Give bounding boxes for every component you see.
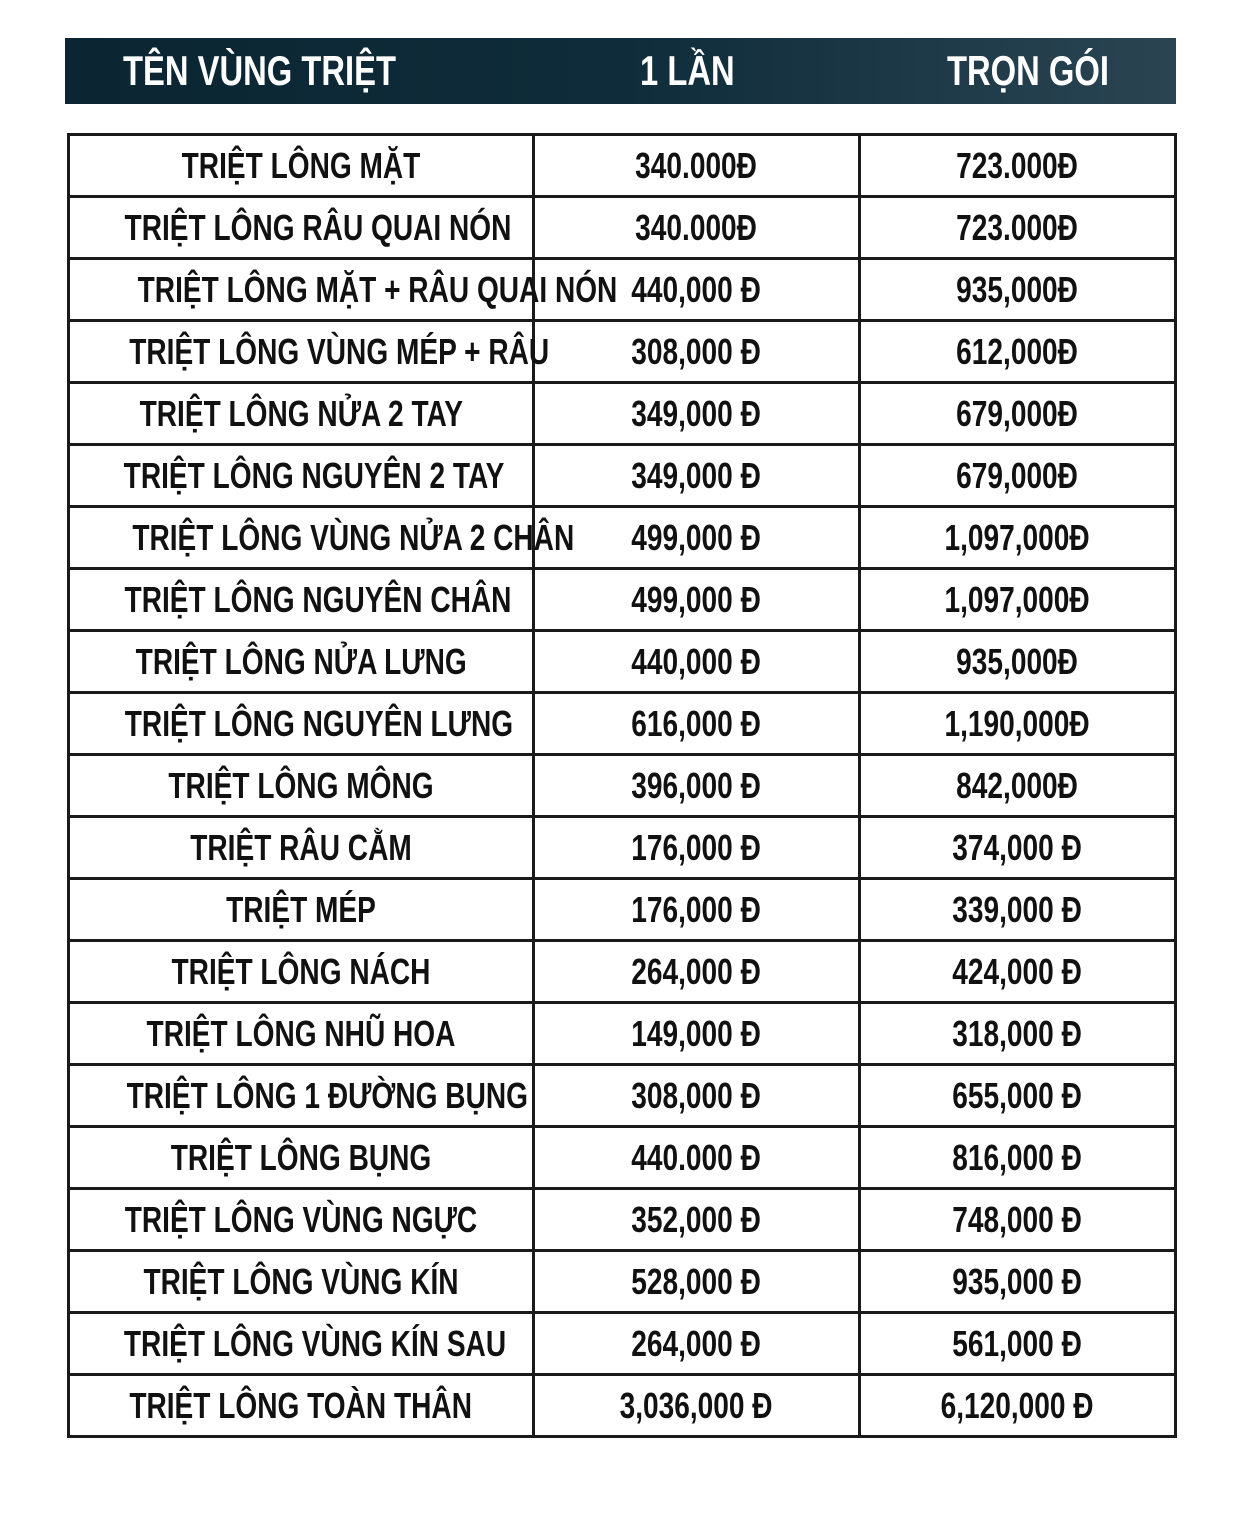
- package-price-cell: [860, 1313, 1176, 1375]
- table-row: [69, 321, 1176, 383]
- area-name-cell-text: TRIỆT LÔNG VÙNG KÍN SAU: [123, 1322, 507, 1364]
- single-price-cell-text: 149,000 Đ: [631, 1012, 762, 1054]
- area-name-cell-text: TRIỆT LÔNG RÂU QUAI NÓN: [124, 206, 512, 248]
- package-price-cell-text: 1,190,000Đ: [944, 702, 1091, 744]
- package-price-cell: [860, 507, 1176, 569]
- single-price-cell-text: 308,000 Đ: [631, 330, 762, 372]
- package-price-cell: [860, 817, 1176, 879]
- single-price-cell-text: 176,000 Đ: [631, 888, 762, 930]
- header-package: TRỌN GÓI: [947, 47, 1109, 94]
- area-name-cell: [69, 383, 534, 445]
- single-price-cell: [534, 569, 860, 631]
- price-table-body: [69, 135, 1176, 1437]
- area-name-cell: [69, 755, 534, 817]
- area-name-cell-text: TRIỆT LÔNG NỬA 2 TAY: [139, 392, 463, 434]
- area-name-cell: [69, 197, 534, 259]
- single-price-cell-text: 349,000 Đ: [631, 454, 762, 496]
- single-price-cell: [534, 817, 860, 879]
- package-price-cell: [860, 197, 1176, 259]
- area-name-cell: [69, 569, 534, 631]
- single-price-cell: [534, 135, 860, 197]
- package-price-cell-text: 1,097,000Đ: [944, 578, 1091, 620]
- single-price-cell: [534, 321, 860, 383]
- area-name-cell: [69, 1313, 534, 1375]
- single-price-cell-text: 528,000 Đ: [631, 1260, 762, 1302]
- package-price-cell: [860, 941, 1176, 1003]
- table-row: [69, 445, 1176, 507]
- single-price-cell: [534, 879, 860, 941]
- package-price-cell-text: 374,000 Đ: [952, 826, 1083, 868]
- area-name-cell: [69, 445, 534, 507]
- table-row: [69, 693, 1176, 755]
- area-name-cell: [69, 941, 534, 1003]
- package-price-cell: [860, 135, 1176, 197]
- package-price-cell-text: 723.000Đ: [956, 144, 1079, 186]
- single-price-cell-text: 499,000 Đ: [631, 516, 762, 558]
- single-price-cell-text: 352,000 Đ: [631, 1198, 762, 1240]
- single-price-cell: [534, 631, 860, 693]
- area-name-cell-text: TRIỆT LÔNG MẶT: [181, 144, 421, 186]
- area-name-cell-text: TRIỆT LÔNG NỬA LƯNG: [135, 640, 467, 682]
- single-price-cell: [534, 507, 860, 569]
- single-price-cell: [534, 1313, 860, 1375]
- single-price-cell-text: 264,000 Đ: [631, 1322, 762, 1364]
- single-price-cell: [534, 1127, 860, 1189]
- area-name-cell-text: TRIỆT LÔNG VÙNG MÉP + RÂU: [129, 330, 550, 372]
- package-price-cell-text: 612,000Đ: [956, 330, 1079, 372]
- area-name-cell: [69, 1127, 534, 1189]
- table-row: [69, 631, 1176, 693]
- package-price-cell-text: 339,000 Đ: [952, 888, 1083, 930]
- single-price-cell-text: 440.000 Đ: [631, 1136, 762, 1178]
- area-name-cell: [69, 817, 534, 879]
- single-price-cell-text: 440,000 Đ: [631, 268, 762, 310]
- single-price-cell-text: 616,000 Đ: [631, 702, 762, 744]
- package-price-cell-text: 935,000Đ: [956, 640, 1079, 682]
- area-name-cell-text: TRIỆT LÔNG VÙNG NỬA 2 CHÂN: [132, 516, 575, 558]
- table-row: [69, 755, 1176, 817]
- area-name-cell: [69, 1065, 534, 1127]
- package-price-cell-text: 424,000 Đ: [952, 950, 1083, 992]
- area-name-cell-text: TRIỆT LÔNG MẶT + RÂU QUAI NÓN: [137, 268, 618, 310]
- package-price-cell: [860, 445, 1176, 507]
- package-price-cell: [860, 1189, 1176, 1251]
- single-price-cell: [534, 1003, 860, 1065]
- single-price-cell: [534, 383, 860, 445]
- area-name-cell-text: TRIỆT RÂU CẰM: [190, 826, 412, 868]
- package-price-cell: [860, 1003, 1176, 1065]
- single-price-cell-text: 340.000Đ: [635, 144, 758, 186]
- package-price-cell-text: 679,000Đ: [956, 454, 1079, 496]
- table-row: [69, 1313, 1176, 1375]
- area-name-cell: [69, 1189, 534, 1251]
- package-price-cell: [860, 755, 1176, 817]
- single-price-cell-text: 499,000 Đ: [631, 578, 762, 620]
- table-row: [69, 507, 1176, 569]
- package-price-cell: [860, 1251, 1176, 1313]
- table-row: [69, 197, 1176, 259]
- package-price-cell-text: 1,097,000Đ: [944, 516, 1091, 558]
- table-row: [69, 135, 1176, 197]
- area-name-cell: [69, 1375, 534, 1437]
- package-price-cell: [860, 693, 1176, 755]
- area-name-cell: [69, 631, 534, 693]
- table-row: [69, 1127, 1176, 1189]
- header-once: 1 LẦN: [640, 47, 735, 94]
- package-price-cell-text: 655,000 Đ: [952, 1074, 1083, 1116]
- area-name-cell-text: TRIỆT LÔNG NGUYÊN CHÂN: [124, 578, 512, 620]
- package-price-cell: [860, 321, 1176, 383]
- package-price-cell-text: 679,000Đ: [956, 392, 1079, 434]
- area-name-cell-text: TRIỆT LÔNG 1 ĐƯỜNG BỤNG: [126, 1074, 528, 1116]
- table-row: [69, 1065, 1176, 1127]
- area-name-cell: [69, 135, 534, 197]
- table-row: [69, 879, 1176, 941]
- table-row: [69, 383, 1176, 445]
- area-name-cell: [69, 879, 534, 941]
- area-name-cell-text: TRIỆT MÉP: [226, 888, 376, 930]
- table-row: [69, 1003, 1176, 1065]
- area-name-cell-text: TRIỆT LÔNG BỤNG: [170, 1136, 432, 1178]
- single-price-cell-text: 264,000 Đ: [631, 950, 762, 992]
- table-row: [69, 1251, 1176, 1313]
- package-price-cell: [860, 631, 1176, 693]
- table-header: [65, 38, 1176, 104]
- package-price-cell: [860, 383, 1176, 445]
- area-name-cell: [69, 693, 534, 755]
- single-price-cell: [534, 941, 860, 1003]
- table-row: [69, 1189, 1176, 1251]
- single-price-cell-text: 396,000 Đ: [631, 764, 762, 806]
- single-price-cell: [534, 1189, 860, 1251]
- area-name-cell-text: TRIỆT LÔNG NGUYÊN 2 TAY: [123, 454, 505, 496]
- area-name-cell: [69, 321, 550, 383]
- single-price-cell-text: 308,000 Đ: [631, 1074, 762, 1116]
- package-price-cell: [860, 879, 1176, 941]
- area-name-cell-text: TRIỆT LÔNG NÁCH: [171, 950, 431, 992]
- package-price-cell-text: 561,000 Đ: [952, 1322, 1083, 1364]
- table-row: [69, 259, 1176, 321]
- single-price-cell: [534, 693, 860, 755]
- area-name-cell-text: TRIỆT LÔNG VÙNG KÍN: [143, 1260, 459, 1302]
- single-price-cell-text: 3,036,000 Đ: [619, 1384, 774, 1426]
- package-price-cell: [860, 259, 1176, 321]
- area-name-cell: [69, 1003, 534, 1065]
- package-price-cell: [860, 569, 1176, 631]
- package-price-cell-text: 748,000 Đ: [952, 1198, 1083, 1240]
- single-price-cell: [534, 1251, 860, 1313]
- package-price-cell: [860, 1065, 1176, 1127]
- package-price-cell-text: 6,120,000 Đ: [940, 1384, 1095, 1426]
- single-price-cell: [534, 1375, 860, 1437]
- area-name-cell-text: TRIỆT LÔNG NHŨ HOA: [146, 1012, 456, 1054]
- single-price-cell: [534, 197, 860, 259]
- single-price-cell: [534, 445, 860, 507]
- area-name-cell: [69, 259, 618, 321]
- package-price-cell-text: 935,000Đ: [956, 268, 1079, 310]
- area-name-cell-text: TRIỆT LÔNG NGUYÊN LƯNG: [124, 702, 514, 744]
- table-row: [69, 569, 1176, 631]
- area-name-cell-text: TRIỆT LÔNG TOÀN THÂN: [129, 1384, 473, 1426]
- area-name-cell-text: TRIỆT LÔNG MÔNG: [168, 764, 434, 806]
- single-price-cell-text: 340.000Đ: [635, 206, 758, 248]
- area-name-cell-text: TRIỆT LÔNG VÙNG NGỰC: [124, 1198, 478, 1240]
- area-name-cell: [69, 1251, 534, 1313]
- price-table: [67, 133, 1177, 1438]
- table-row: [69, 817, 1176, 879]
- single-price-cell-text: 176,000 Đ: [631, 826, 762, 868]
- single-price-cell: [534, 1065, 860, 1127]
- single-price-cell: [534, 755, 860, 817]
- package-price-cell: [860, 1375, 1176, 1437]
- table-row: [69, 941, 1176, 1003]
- package-price-cell-text: 935,000 Đ: [952, 1260, 1083, 1302]
- package-price-cell: [860, 1127, 1176, 1189]
- table-row: [69, 1375, 1176, 1437]
- package-price-cell-text: 816,000 Đ: [952, 1136, 1083, 1178]
- package-price-cell-text: 318,000 Đ: [952, 1012, 1083, 1054]
- single-price-cell-text: 349,000 Đ: [631, 392, 762, 434]
- area-name-cell: [69, 507, 575, 569]
- single-price-cell-text: 440,000 Đ: [631, 640, 762, 682]
- package-price-cell-text: 842,000Đ: [956, 764, 1079, 806]
- header-name: TÊN VÙNG TRIỆT: [123, 47, 397, 94]
- package-price-cell-text: 723.000Đ: [956, 206, 1079, 248]
